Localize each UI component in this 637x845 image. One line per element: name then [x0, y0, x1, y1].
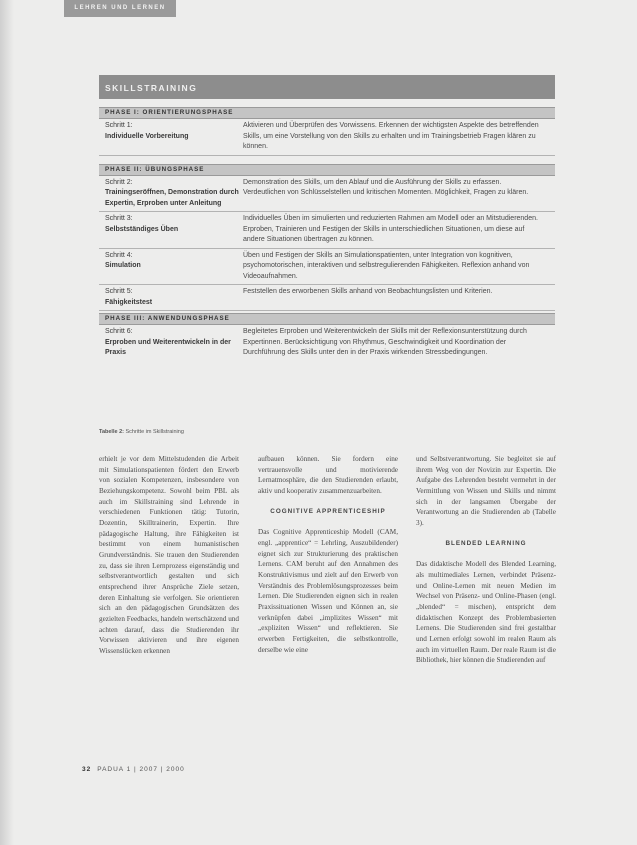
skills-table: [99, 75, 555, 361]
step-name: Erproben und Weiterentwickeln in der Praxis: [105, 338, 231, 356]
phase-heading: PHASE III: ANWENDUNGSPHASE: [99, 313, 555, 325]
step-cell: [105, 327, 243, 359]
step-number: Schritt 5:: [105, 288, 133, 295]
phase-heading: PHASE II: ÜBUNGSPHASE: [99, 164, 555, 176]
step-description: Begleitetes Erproben und Weiterentwickeln der Skills mit der Reflexionsunterstützung durch Expertinnen. Berücksichtigung von Rhythmus, Geschwindigkeit und Koordination der Durchführung des Skills unter den in der Praxis wirkenden Stressbedingungen.: [243, 328, 527, 356]
section-header: LEHREN UND LERNEN: [64, 0, 176, 17]
table-caption: [99, 429, 184, 435]
table-row: [99, 176, 555, 213]
step-cell: [105, 251, 243, 283]
scan-shadow: [0, 0, 14, 845]
step-number: Schritt 6:: [105, 328, 133, 335]
paragraph: Das didaktische Modell des Blended Learning, als multimediales Lernen, verbindet Präsenz- und Online-Lernen mit neuen Medien im Wechsel von Präsenz- und Online-Phasen (engl. „blended“ = mischen), entspricht dem didaktischen Konzept des Problembasierten Lernens. Die Studierenden sind frei gestaltbar und Lernen erfolgt sowohl im realen Raum als auch im virtuellen Raum. Der reale Raum ist die Bibliothek, hier können die Studierenden auf: [416, 560, 556, 665]
caption-text: Schritte im Skillstraining: [125, 429, 184, 435]
paragraph: aufbauen können. Sie fordern eine vertrauensvolle und motivierende Lernatmosphäre, die den Studierenden erlaubt, aktiv und kooperativ zusammenzuarbeiten.: [258, 455, 398, 495]
step-cell: [105, 287, 243, 308]
step-name: Fähigkeitstest: [105, 298, 153, 306]
step-number: Schritt 3:: [105, 215, 133, 222]
step-number: Schritt 4:: [105, 251, 133, 259]
section-heading: COGNITIVE APPRENTICESHIP: [270, 507, 386, 515]
table-title: SKILLSTRAINING: [99, 75, 555, 99]
page-footer: [82, 766, 185, 773]
step-description: Individuelles Üben im simulierten und reduzierten Rahmen am Modell oder an Mitstudierenden. Erproben, Trainieren und Festigen der Skills in unterschiedlichen Situationen, um diese auf andere Situationen übertragen zu können.: [243, 215, 538, 243]
table-row: [99, 285, 555, 311]
table-row: [99, 325, 555, 361]
journal-info: PADUA 1 | 2007 | 2000: [97, 766, 185, 773]
step-cell: [105, 178, 243, 210]
step-description: Feststellen des erworbenen Skills anhand von Beobachtungslisten und Kriterien.: [243, 288, 493, 295]
table-row: [99, 119, 555, 156]
step-description: Üben und Festigen der Skills an Simulationspatienten, unter Integration von kognitiven, psychomotorischen, interaktiven und selbstregulierenden Fähigkeiten. Reflexion anhand von Videoaufnahmen.: [243, 251, 530, 280]
paragraph: erhielt je vor dem Mittelstudenden die Arbeit mit Simulationspatienten fördert den Erwerb von sozialen Kompetenzen, insbesondere von Beziehungskompetenz. Sowohl beim PBL als auch im Skillstraining sind Lehrende in verschiedenen Funktionen tätig: Tutorin, Dozentin, Skilltrainerin, Expertin. Ihre pädagogische Haltung, ihre Fähigkeiten ist bestimmt von einem humanistischen Grundverständnis. Sie trauen den Studierenden zu, dass sie ihren Lernprozess eigenständig und selbstverantwortlich gestalten und sich entsprechend ihrer Ansprüche Ziele setzen, deren Einhaltung sie verfolgen. Sie orientieren sich an den pädagogischen Grundsätzen des gezielten Feedbacks, handeln wertschätzend und achten darauf, dass die Studierenden ihr Vorwissen aktivieren und ihre eigenen Wissenslücken erkennen: [99, 455, 239, 655]
step-number: Schritt 1:: [105, 122, 133, 129]
step-description: Aktivieren und Überprüfen des Vorwissens. Erkennen der wichtigsten Aspekte des betreffenden Skills, um eine Vorstellung von den Skills zu erhalten und im Trainingsbetrieb Fragen klären zu können.: [243, 122, 539, 150]
step-cell: [105, 121, 243, 153]
step-name: Individuelle Vorbereitung: [105, 132, 189, 140]
section-heading: BLENDED LEARNING: [445, 539, 527, 547]
step-description: Demonstration des Skills, um den Ablauf und die Ausführung der Skills zu erfassen. Verdeutlichen von Schlüsselstellen und kritischen Momenten. Möglichkeit, Fragen zu klären.: [243, 178, 529, 196]
paragraph: und Selbstverantwortung. Sie begleitet sie auf ihrem Weg von der Novizin zur Expertin. Die Aufgabe des Lehrenden besteht vermehrt in der Vermittlung von Wissen und Skills und nimmt sich in der langsamen Übergabe der Verantwortung an die Studierenden ab (Tabelle 3).: [416, 455, 556, 527]
phase-heading: PHASE I: ORIENTIERUNGSPHASE: [99, 107, 555, 119]
step-name: Trainingseröffnen, Demonstration durch Expertin, Erproben unter Anleitung: [105, 189, 239, 207]
step-number: Schritt 2:: [105, 178, 133, 186]
text-column: [258, 454, 398, 655]
page-number: 32: [82, 766, 92, 773]
step-name: Simulation: [105, 262, 141, 269]
text-column: [416, 454, 556, 666]
table-row: [99, 249, 555, 286]
paragraph: Das Cognitive Apprenticeship Modell (CAM, engl. „apprentice“ = Lehrling, Auszubildender) eignet sich zur Strukturierung des praktischen Lernens. CAM beruht auf den Annahmen des Konstruktivismus und zielt auf den Erwerb von Verständnis des Problemlösungsprozesses beim Lernen. Die Studierenden eignen sich in realen Praxissituationen Wissen und Können an, sie verknüpfen dabei „implizites Wissen“ mit „expliziten Wissen“ und reflektieren. Sie erwerben Fertigkeiten, die selbstkontrolle, derselbe wie eine: [258, 528, 398, 654]
table-row: [99, 212, 555, 249]
step-cell: [105, 214, 243, 246]
text-column: [99, 454, 239, 656]
caption-label: Tabelle 2:: [99, 429, 124, 435]
step-name: Selbstständiges Üben: [105, 225, 179, 233]
